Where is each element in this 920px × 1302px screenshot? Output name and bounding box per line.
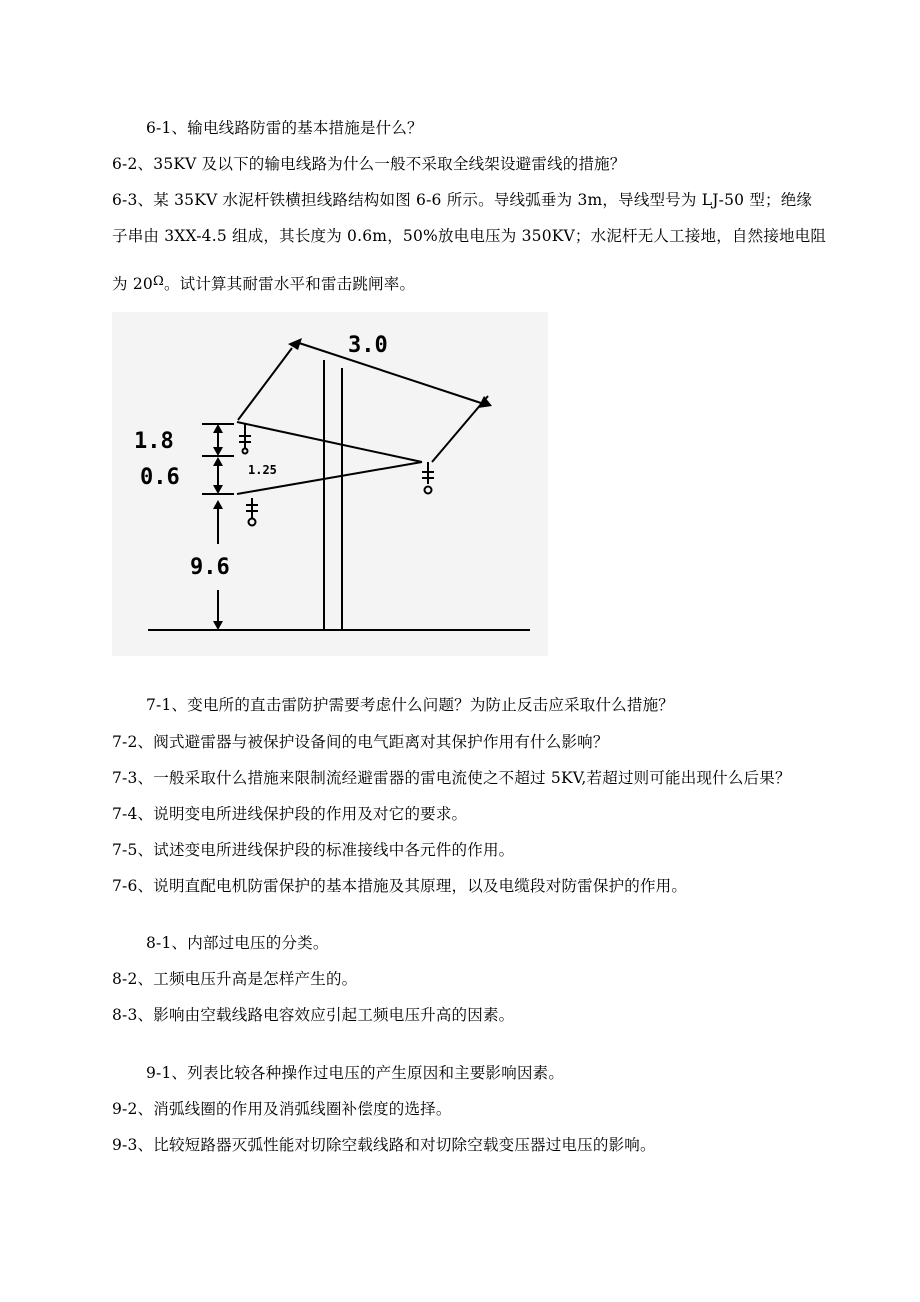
question-8-3: 8-3、影响由空载线路电容效应引起工频电压升高的因素。: [112, 1006, 515, 1024]
question-7-5: 7-5、试述变电所进线保护段的标准接线中各元件的作用。: [112, 841, 515, 859]
label-9-6: 9.6: [190, 555, 230, 580]
question-6-3-line3: [112, 272, 415, 294]
question-7-4: 7-4、说明变电所进线保护段的作用及对它的要求。: [112, 805, 468, 823]
label-0-6: 0.6: [140, 465, 180, 490]
ohm-symbol: Ω: [152, 274, 164, 289]
question-8-1: 8-1、内部过电压的分类。: [146, 934, 329, 952]
question-6-3-line3-pre: 为 20: [112, 275, 153, 293]
pole-structure-figure: [112, 312, 548, 656]
question-7-1: 7-1、变电所的直击雷防护需要考虑什么问题？为防止反击应采取什么措施？: [146, 696, 674, 714]
question-6-3-line3-post: 。试计算其耐雷水平和雷击跳闸率。: [163, 275, 416, 293]
question-8-2: 8-2、工频电压升高是怎样产生的。: [112, 970, 358, 988]
question-6-2: 6-2、35KV 及以下的输电线路为什么一般不采取全线架设避雷线的措施？: [112, 155, 626, 173]
label-3-0: 3.0: [348, 333, 388, 358]
question-9-1: 9-1、列表比较各种操作过电压的产生原因和主要影响因素。: [146, 1064, 565, 1082]
question-9-2: 9-2、消弧线圈的作用及消弧线圈补偿度的选择。: [112, 1100, 452, 1118]
question-7-2: 7-2、阀式避雷器与被保护设备间的电气距离对其保护作用有什么影响？: [112, 733, 609, 751]
question-7-3: 7-3、一般采取什么措施来限制流经避雷器的雷电流使之不超过 5KV,若超过则可能出现什么后果？: [112, 769, 791, 787]
question-7-6: 7-6、说明直配电机防雷保护的基本措施及其原理，以及电缆段对防雷保护的作用。: [112, 877, 688, 895]
question-6-1: 6-1、输电线路防雷的基本措施是什么？: [146, 119, 423, 137]
question-6-3-line2: 子串由 3XX-4.5 组成，其长度为 0.6m，50%放电电压为 350KV；水泥杆无人工接地，自然接地电阻: [112, 227, 827, 245]
question-9-3: 9-3、比较短路器灭弧性能对切除空载线路和对切除空载变压器过电压的影响。: [112, 1136, 656, 1154]
label-1-25: 1.25: [248, 463, 277, 477]
question-6-3-line1: 6-3、某 35KV 水泥杆铁横担线路结构如图 6-6 所示。导线弧垂为 3m，导线型号为 LJ-50 型；绝缘: [112, 191, 813, 209]
label-1-8: 1.8: [134, 429, 174, 454]
